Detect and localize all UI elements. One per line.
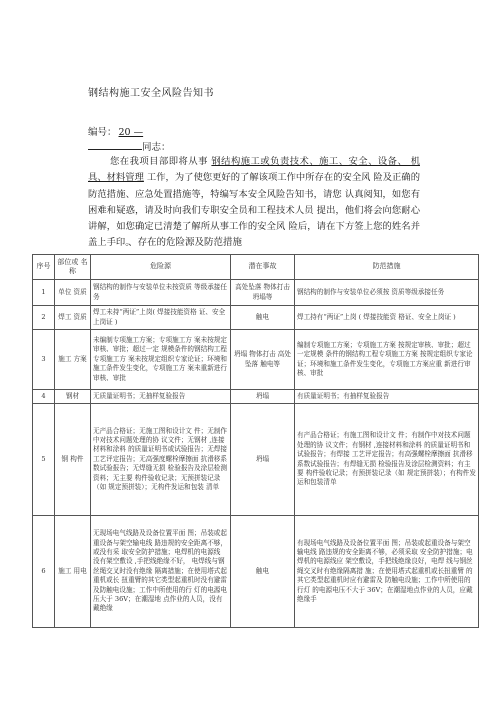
section-heading: 、存在的危险源及防范措施 [128, 237, 243, 248]
table-row [33, 280, 479, 306]
cell-part: 施工 方案 [55, 330, 91, 390]
intro-underlined-scope: 钢结构施工或负责技术、施工、安全、设备、 机具、材料管理 [88, 156, 420, 184]
cell-measures: 有现场电气线路及设备位置平面 图；吊装或起重设备与架空输电线 路违规的安全距离不够，必须采取 安全防护措施；电焊机的电源线应 架空敷设，手把线绝缘良好，电焊 线与钢丝绳交叉时有绝缘隔离措 施；在使用塔式起重机或长扭重臂 的其它类型起重机时应有避雷及 防触电设施；工作中所使用的行灯 的电源电压不大于 36V；在潮湿地点作业的人员，应戴绝缘手 [295, 516, 479, 628]
cell-accident: 坍塌 [231, 404, 295, 516]
header-accident: 潜在事故 [231, 255, 295, 280]
cell-no: 3 [33, 330, 55, 390]
header-hazard: 危险源 [91, 255, 231, 280]
cell-measures: 钢结构的制作与安装单位必须按 资质等级承接任务 [295, 280, 479, 306]
cell-hazard: 无产品合格证；无施工图和设计文 件；无制作中对技术问题处理的协 议文件；无钢材 ,连接材料和涂料 的质量证明书或试验报告；无焊接 工艺评定报告；无高强度螺栓摩擦面 抗滑移系数试验报告；无焊缝无损 检验报告及涂层检测资料；无主要 构件验收记录；无预拼装记录（如 规定预拼装）；无构件发运和包装 清单 [91, 404, 231, 516]
cell-measures: 有质量证明书；有抽样复验报告 [295, 390, 479, 404]
cell-accident: 高处坠落 物体打击 坍塌等 [231, 280, 295, 306]
cell-hazard: 钢结构的制作与安装单位未按资质 等级承接任务 [91, 280, 231, 306]
cell-measures: 有产品合格证；有施工图和设计文 件；有制作中对技术问题处理的协 议文件；有钢材 ,连接材料和涂料 的质量证明书和试验报告；有焊接 工艺评定报告；有高强螺栓摩擦面 抗滑移系数试验报告；有焊缝无损 检验报告及涂层检测资料；有主要 构件验收记录；有预拼装记录（如 规定预拼装）；有构件发运和包装清单 [295, 404, 479, 516]
cell-accident: 触电 [231, 306, 295, 330]
table-row [33, 306, 479, 330]
table-row [33, 390, 479, 404]
greeting-line [88, 139, 171, 153]
cell-hazard: 焊工未持“两证”上岗( 焊接技能资格 证、安全上岗证 ) [91, 306, 231, 330]
cell-measures: 焊工持有“两证”上岗 ( 焊接技能资 格证、安全上岗证 ) [295, 306, 479, 330]
cell-no: 4 [33, 390, 55, 404]
intro-text-2: 工作，为了使您更好的了解该项工作中所存在的安全风 险及正确的防范措施、应急处置措施等，特编写本安全风险告知书，请您 认真阅知，如您有困难和疑惑，请及时向我们专职安全员和工程技术人员 提出，他们将会向您耐心讲解，如您确定已清楚了解所从事工作的安全风 险后，请在下方签上您的姓名并盖上手印。 [88, 172, 420, 249]
header-no: 序号 [33, 255, 55, 280]
table-row [33, 516, 479, 628]
cell-no: 6 [33, 516, 55, 628]
document-number [88, 124, 143, 138]
document-number-label: 编号： [88, 127, 117, 138]
cell-measures: 编制专项施工方案；专项施工方案 按规定审核、审批；超过一定规模 条件的钢结构工程专项施工方案 按规定组织专家论证；环境和施工条件发生变化，专项施工方案应重 新进行审核、审批 [295, 330, 479, 390]
name-blank [88, 140, 142, 150]
document-title: 钢结构施工安全风险告知书 [88, 88, 214, 99]
document-number-value: 20 — [118, 127, 144, 138]
cell-accident: 坍塌 物体打击 高处坠落 触电等 [231, 330, 295, 390]
cell-accident: 坍塌 [231, 390, 295, 404]
cell-accident: 触电 [231, 516, 295, 628]
cell-no: 1 [33, 280, 55, 306]
cell-part: 焊工 资质 [55, 306, 91, 330]
table-row [33, 330, 479, 390]
intro-text-1: 您在我项目部即将从事 [110, 156, 212, 167]
cell-part: 钢 构件 [55, 404, 91, 516]
header-measures: 防范措施 [295, 255, 479, 280]
hazard-table [32, 254, 479, 628]
cell-hazard: 无质量证明书；无抽样复验报告 [91, 390, 231, 404]
cell-no: 5 [33, 404, 55, 516]
cell-part: 施工 用电 [55, 516, 91, 628]
cell-hazard: 无现场电气线路及设备位置平面 图；吊装或起重设备与架空输电线 路违规的安全距离不够，或没有采 取安全防护措施；电焊机的电源线 没有架空敷设 ,手把线绝缘不好， 电焊线与钢丝绳交叉时没有绝缘 隔离措施；在使用塔式起重机或长 扭重臂的其它类型起重机时没有避雷 及防触电设施；工作中所使用的行 灯的电源电压大于 36V；在潮湿地 点作业的人员，没有戴绝缘 [91, 516, 231, 628]
greeting-text: 同志： [142, 142, 171, 153]
cell-part: 单位 资质 [55, 280, 91, 306]
table-header-row [33, 255, 479, 280]
cell-no: 2 [33, 306, 55, 330]
header-part: 部位或 名称 [55, 255, 91, 280]
cell-part: 钢材 [55, 390, 91, 404]
cell-hazard: 未编制专项施工方案；专项施工方 案未按规定审核、审批；超过一定 规模条件的钢结构工程专项施工方 案未按规定组织专家论证；环境和 施工条件发生变化，专项施工方 案未重新进行审核、审批 [91, 330, 231, 390]
table-row [33, 404, 479, 516]
